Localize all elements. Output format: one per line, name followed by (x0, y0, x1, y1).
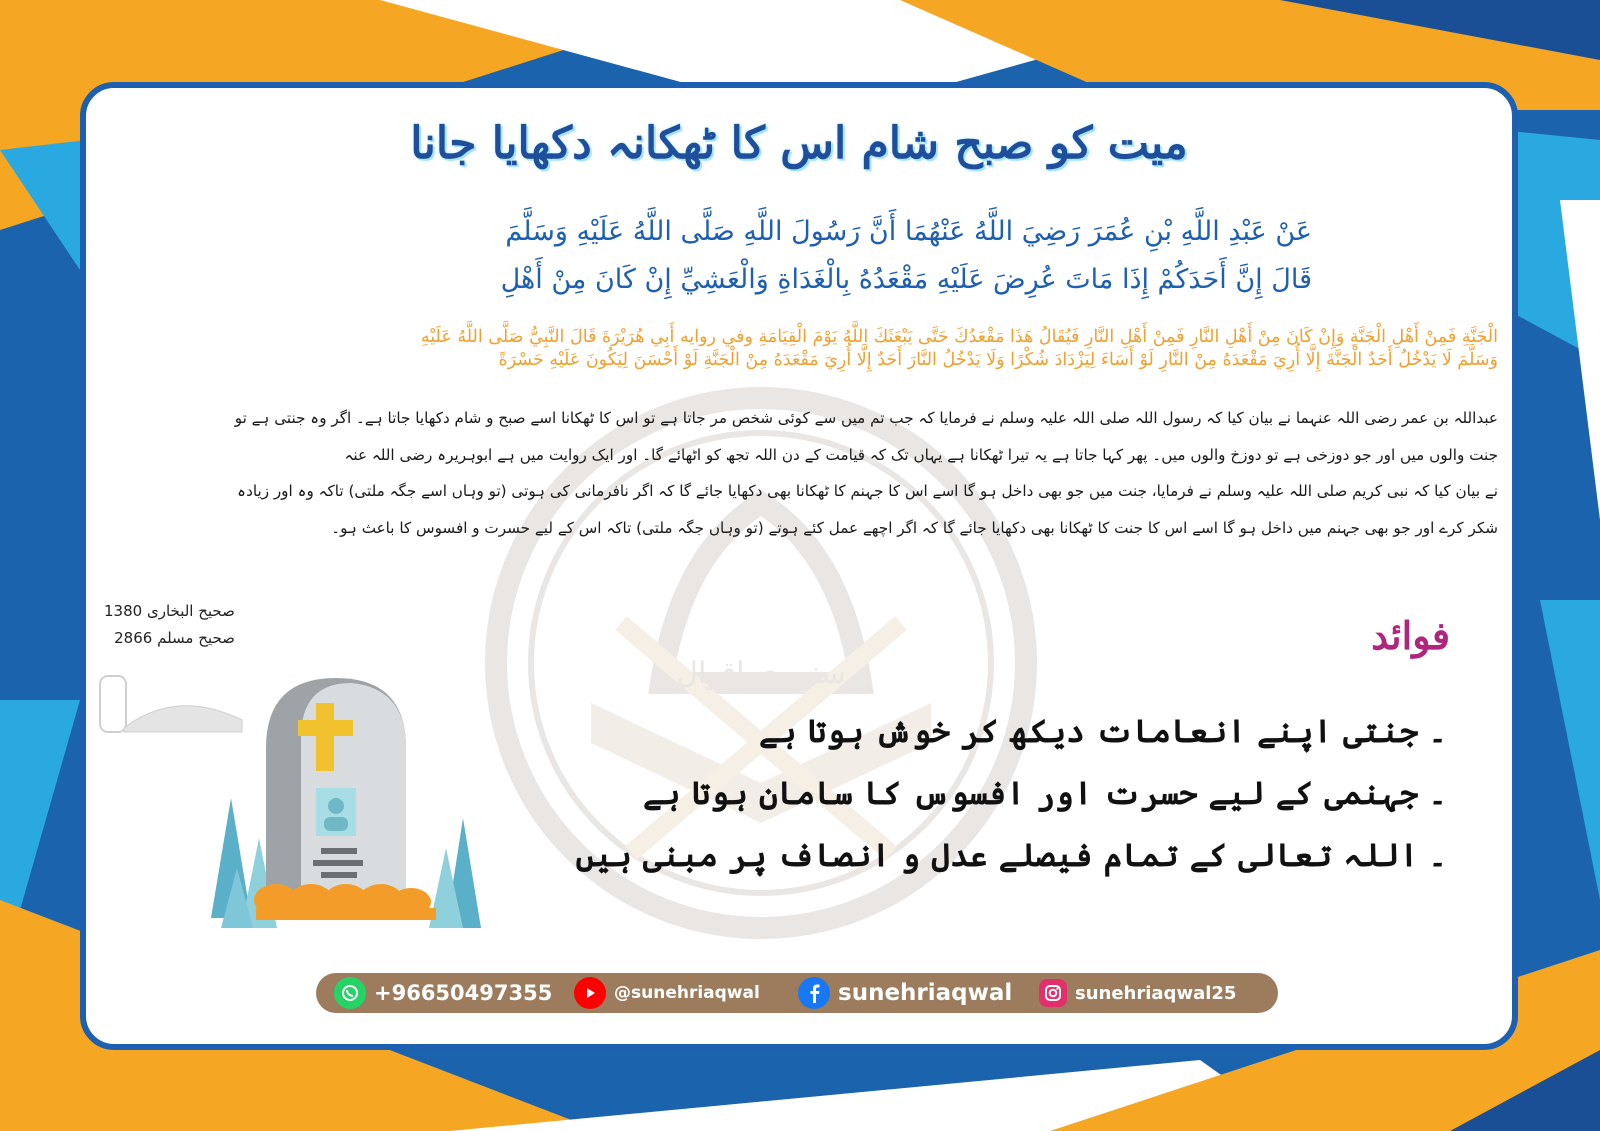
instagram-icon (1039, 979, 1067, 1007)
hadith-arabic (236, 208, 1312, 304)
youtube-icon (574, 977, 606, 1009)
fawaid-heading: فوائد (1371, 613, 1450, 658)
references (104, 598, 235, 652)
urdu-translation-line: عبداللہ بن عمر رضی اللہ عنہما نے بیان کیا کہ رسول اللہ صلی اللہ علیہ وسلم نے فرمایا کہ جب تم میں سے کوئی شخص مر جاتا ہے تو اس کا ٹھکانا اسے صبح و شام دکھایا جاتا ہے۔ اگر وہ جنتی ہے تو (234, 409, 1498, 427)
fawaid-list (576, 700, 1447, 886)
contact-instagram[interactable] (1039, 973, 1236, 1013)
tombstone-illustration (201, 678, 491, 938)
urdu-translation-line: جنت والوں میں اور جو دوزخی ہے تو دوزخ والوں میں۔ پھر کہا جاتا ہے یہ تیرا ٹھکانا ہے یہاں تک کہ قیامت کے دن اللہ تجھ کو اٹھائے گا۔ اور ایک روایت میں ہے ابوہریرہ رضی اللہ عنہ (344, 445, 1498, 464)
reference-bukhari: صحیح البخاری 1380 (104, 602, 235, 620)
whatsapp-number: +96650497355 (374, 981, 553, 1005)
whatsapp-icon (334, 977, 366, 1009)
contact-facebook[interactable] (798, 973, 1012, 1013)
contact-youtube[interactable] (574, 973, 760, 1013)
urdu-translation (100, 400, 1498, 546)
urdu-translation-line: شکر کرے اور جو بھی جہنم میں داخل ہو گا اسے اس کا جنت کا ٹھکانا بھی دکھایا جائے گا کہ اگر اچھے عمل کئے ہوتے (تو وہاں جگہ ملتی) تاکہ اس کے لیے حسرت و افسوس کا باعث ہو۔ (331, 518, 1498, 537)
urdu-translation-line: نے بیان کیا کہ نبی کریم صلی اللہ علیہ وسلم نے فرمایا، جنت میں جو بھی داخل ہو گا اسے اس کا جہنم کا ٹھکانا بھی دکھایا جائے گا کہ اگر نافرمانی کی ہوتی (تو وہاں اسے جگہ ملتی) تاکہ وہ اور زیادہ (237, 482, 1498, 500)
instagram-handle: sunehriaqwal25 (1075, 982, 1237, 1004)
content-card (80, 82, 1518, 1050)
fawaid-point: ۔جنتی اپنے انعامات دیکھ کر خوش ہوتا ہے (759, 712, 1447, 750)
facebook-handle: sunehriaqwal (838, 980, 1013, 1006)
fawaid-point: ۔جہنمی کے لیے حسرت اور افسوس کا سامان ہوتا ہے (642, 774, 1447, 812)
hadith-arabic-cont-line: وَسَلَّمَ لَا يَدْخُلُ أَحَدٌ الْجَنَّةَ إِلَّا أُرِيَ مَقْعَدَهُ مِنْ النَّارِ لَوْ أَسَاءَ لِيَزْدَادَ شُكْرًا وَلَا يَدْخُلُ النَّارَ أَحَدٌ إِلَّا أُرِيَ مَقْعَدَهُ مِنْ الْجَنَّةِ لَوْ أَحْسَنَ لِيَكُونَ عَلَيْهِ حَسْرَةً (498, 350, 1498, 370)
hadith-arabic-continued (100, 326, 1498, 372)
hadith-arabic-line: قَالَ إِنَّ أَحَدَكُمْ إِذَا مَاتَ عُرِضَ عَلَيْهِ مَقْعَدُهُ بِالْغَدَاةِ وَالْعَشِيِّ إِنْ كَانَ مِنْ أَهْلِ (500, 264, 1312, 295)
reference-muslim: صحیح مسلم 2866 (114, 629, 235, 647)
watermark-text: سنہری اقوال (676, 656, 846, 691)
facebook-icon (798, 977, 830, 1009)
fawaid-point: ۔اللہ تعالی کے تمام فیصلے عدل و انصاف پر مبنی ہیں (575, 836, 1447, 874)
page-title: میت کو صبح شام اس کا ٹھکانہ دکھایا جانا (410, 118, 1188, 169)
youtube-handle: @sunehriaqwal (614, 983, 760, 1003)
contact-whatsapp[interactable] (334, 973, 552, 1013)
hadith-arabic-line: عَنْ عَبْدِ اللَّهِ بْنِ عُمَرَ رَضِيَ اللَّهُ عَنْهُمَا أَنَّ رَسُولَ اللَّهِ صَلَّى اللَّهُ عَلَيْهِ وَسَلَّمَ (505, 216, 1312, 247)
contact-bar (316, 973, 1278, 1013)
hadith-arabic-cont-line: الْجَنَّةِ فَمِنْ أَهْلِ الْجَنَّةِ وَإِنْ كَانَ مِنْ أَهْلِ النَّارِ فَمِنْ أَهْلِ النَّارِ فَيُقَالُ هَذَا مَقْعَدُكَ حَتَّى يَبْعَثَكَ اللَّهُ يَوْمَ الْقِيَامَةِ وفي روايه أَبِي هُرَيْرَةَ قَالَ النَّبِيُّ صَلَّى اللَّهُ عَلَيْهِ (420, 327, 1498, 347)
